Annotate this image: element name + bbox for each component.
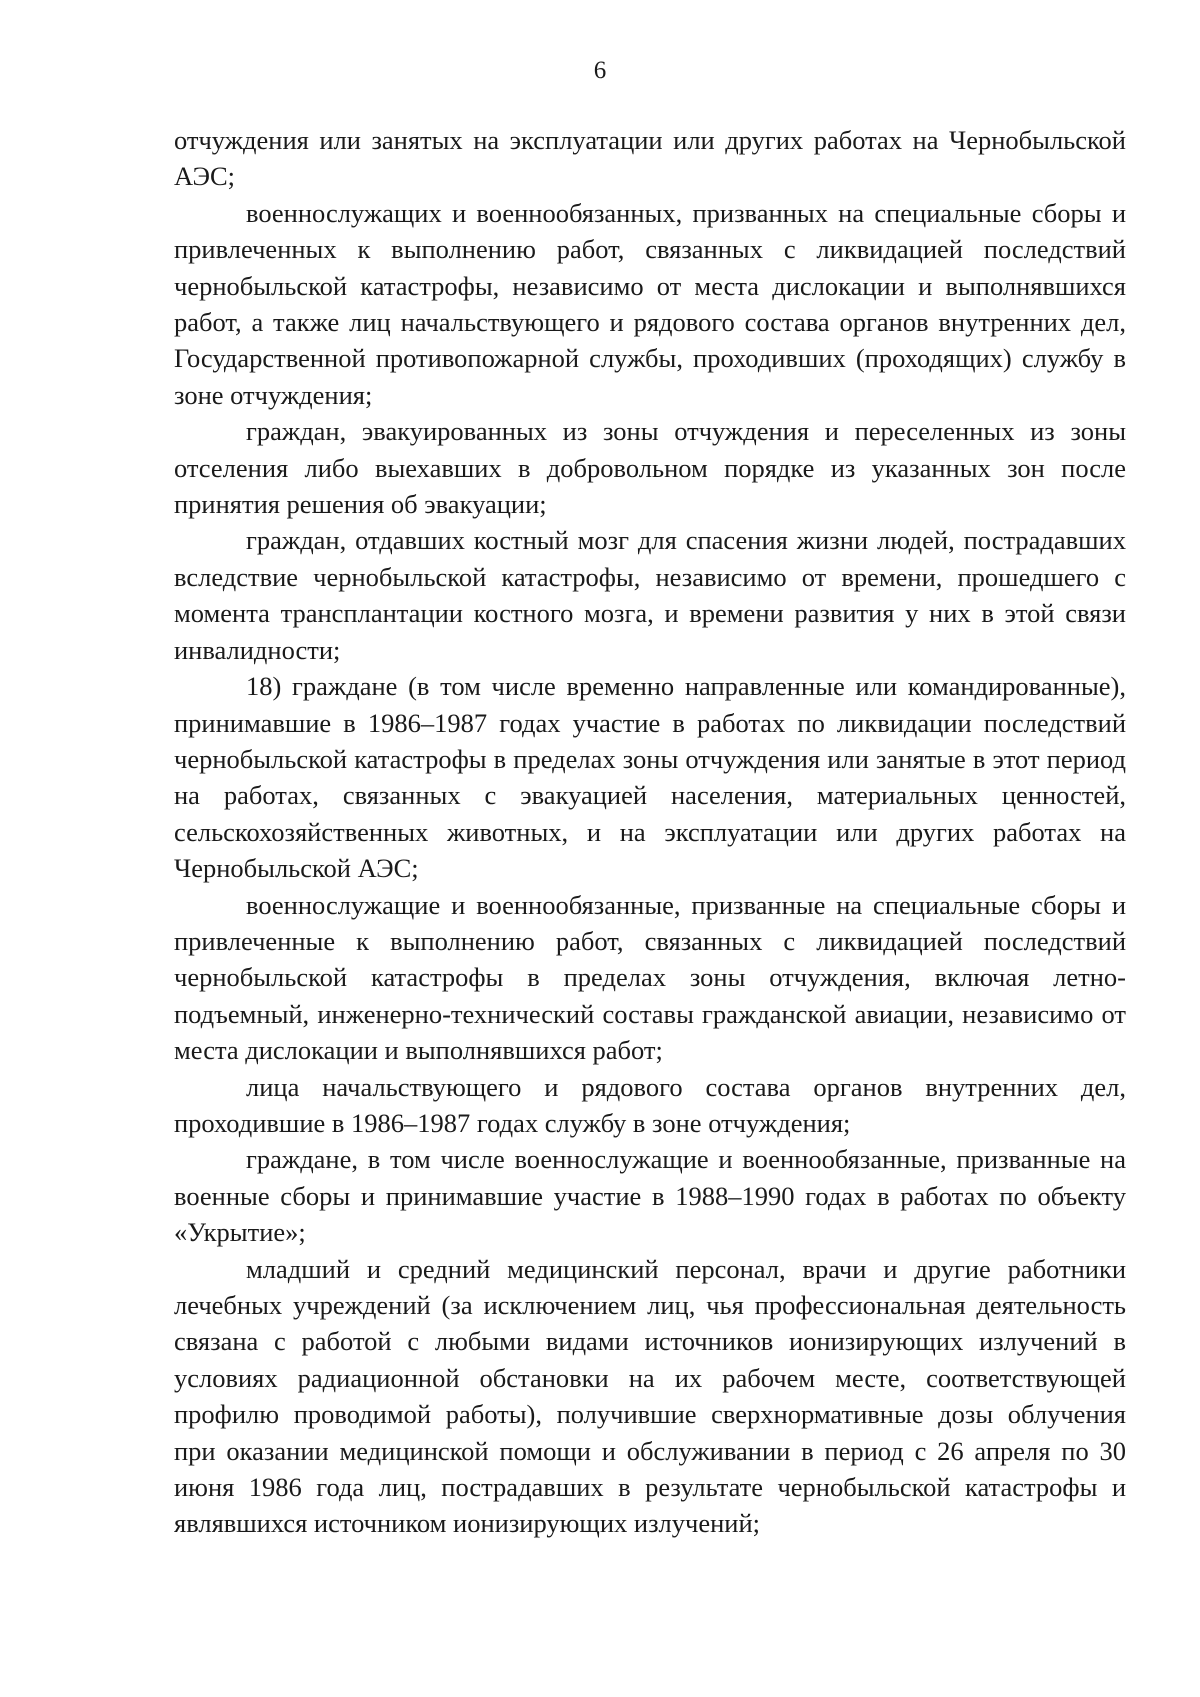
paragraph: граждан, эвакуированных из зоны отчуждения и переселенных из зоны отселения либо выехавших в добровольном порядке из указанных зон после принятия решения об эвакуации; [174,416,1126,520]
paragraph-continuation: отчуждения или занятых на эксплуатации или других работах на Чернобыльской АЭС; [174,125,1126,192]
paragraph: граждан, отдавших костный мозг для спасения жизни людей, пострадавших вследствие чернобыльской катастрофы, независимо от времени, прошедшего с момента трансплантации костного мозга, и времени развития у них в этой связи инвалидности; [174,525,1126,665]
paragraph: лица начальствующего и рядового состава органов внутренних дел, проходившие в 1986–1987 годах службу в зоне отчуждения; [174,1071,1126,1138]
document-body [174,122,1126,1542]
paragraph: граждане, в том числе военнослужащие и военнообязанные, призванные на военные сборы и принимавшие участие в 1988–1990 годах в работах по объекту «Укрытие»; [174,1144,1126,1248]
paragraph: военнослужащих и военнообязанных, призванных на специальные сборы и привлеченных к выполнению работ, связанных с ликвидацией последствий чернобыльской катастрофы, независимо от места дислокации и выполнявшихся работ, а также лиц начальствующего и рядового состава органов внутренних дел, Государственной противопожарной службы, проходивших (проходящих) службу в зоне отчуждения; [174,197,1126,410]
paragraph: младший и средний медицинский персонал, врачи и другие работники лечебных учреждений (за исключением лиц, чья профессиональная деятельность связана с работой с любыми видами источников ионизирующих излучений в условиях радиационной обстановки на их рабочем месте, соответствующей профилю проводимой работы), получившие сверхнормативные дозы облучения при оказании медицинской помощи и обслуживании в период с 26 апреля по 30 июня 1986 года лиц, пострадавших в результате чернобыльской катастрофы и являвшихся источником ионизирующих излучений; [174,1253,1126,1539]
paragraph-item-18: 18) граждане (в том числе временно направленные или командированные), принимавшие в 1986–1987 годах участие в работах по ликвидации последствий чернобыльской катастрофы в пределах зоны отчуждения или занятые в этот период на работах, связанных с эвакуацией населения, материальных ценностей, сельскохозяйственных животных, и на эксплуатации или других работах на Чернобыльской АЭС; [174,671,1126,884]
paragraph: военнослужащие и военнообязанные, призванные на специальные сборы и привлеченные к выполнению работ, связанных с ликвидацией последствий чернобыльской катастрофы в пределах зоны отчуждения, включая летно-подъемный, инженерно-технический составы гражданской авиации, независимо от места дислокации и выполнявшихся работ; [174,889,1126,1066]
page-number: 6 [593,57,607,84]
